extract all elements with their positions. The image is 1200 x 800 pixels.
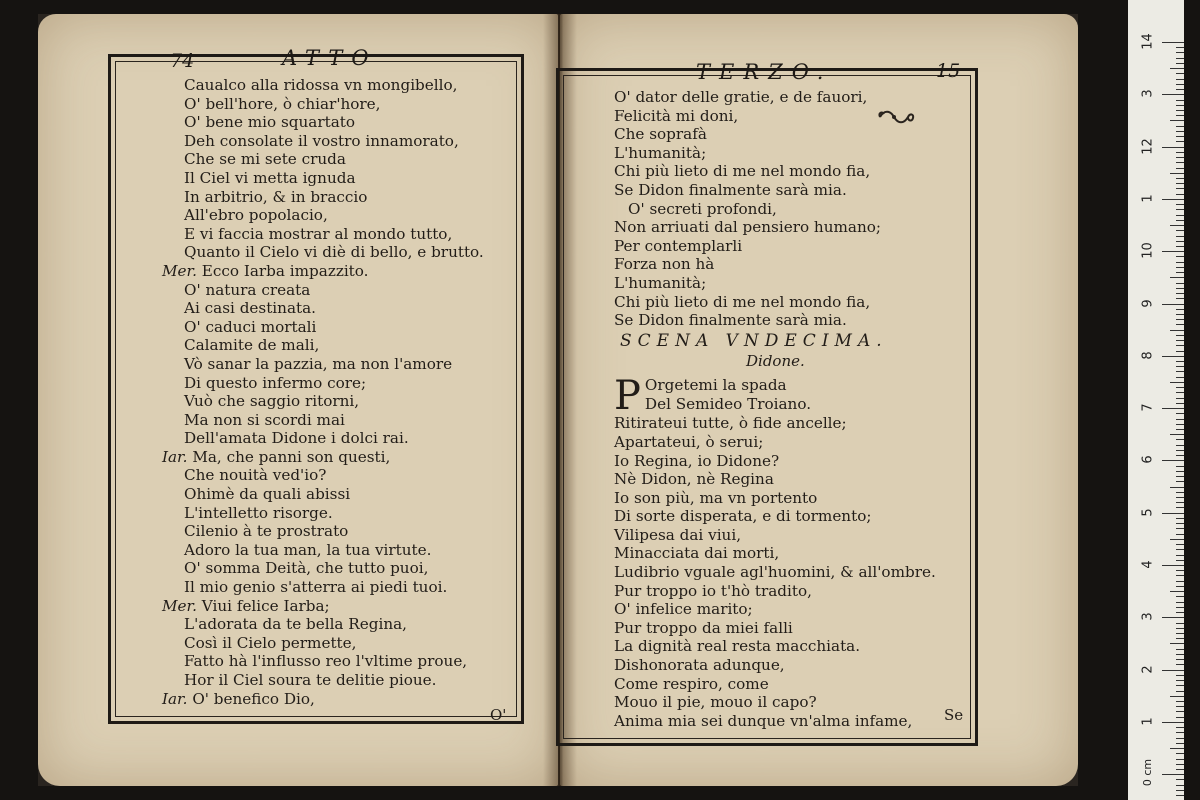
verse-line (150, 262, 510, 281)
ruler-number: 4 (1140, 560, 1156, 569)
verse-line: Non arriuati dal pensiero humano; (614, 218, 881, 237)
ruler-tick (1176, 795, 1184, 796)
ruler-tick (1176, 685, 1184, 686)
ruler-tick (1176, 492, 1184, 493)
ruler-tick (1162, 617, 1184, 618)
verse-line (150, 615, 510, 634)
ruler-number: 3 (1140, 612, 1156, 621)
ruler-number: 12 (1140, 137, 1156, 155)
ruler-tick (1176, 455, 1184, 456)
verse-text: Vuò che saggio ritorni, (184, 392, 360, 411)
verse-line: Minacciata dai morti, (614, 544, 780, 563)
verse-line: Felicità mi doni, (614, 106, 739, 125)
verse-line: O' secreti profondi, (628, 199, 777, 218)
verse-text: O' bell'hore, ò chiar'hore, (184, 94, 381, 113)
ruler-tick (1176, 183, 1184, 184)
ruler-tick (1162, 565, 1184, 566)
ruler-tick (1162, 251, 1184, 252)
ruler-tick (1176, 507, 1184, 508)
verse-text: O' bene mio squartato (184, 113, 356, 132)
ruler-tick (1176, 753, 1184, 754)
ruler-tick (1176, 528, 1184, 529)
ruler-tick (1176, 246, 1184, 247)
verse-line (150, 132, 510, 151)
ruler-tick (1176, 764, 1184, 765)
verse-line: O' infelice marito; (614, 600, 753, 619)
ruler-tick (1162, 774, 1184, 775)
measurement-ruler (1128, 0, 1184, 800)
ruler-tick (1176, 84, 1184, 85)
ruler-number: 5 (1140, 508, 1156, 517)
verse-text: Viui felice Iarba; (201, 596, 330, 615)
verse-line: Se Didon finalmente sarà mia. (614, 180, 847, 199)
ruler-tick (1176, 351, 1184, 352)
ruler-tick (1176, 612, 1184, 613)
ruler-tick (1176, 267, 1184, 268)
ruler-tick (1176, 450, 1184, 451)
ruler-number: 1 (1140, 717, 1156, 726)
ruler-tick (1176, 340, 1184, 341)
verse-text: L'adorata da te bella Regina, (184, 615, 407, 634)
verse-line (150, 578, 510, 597)
verse-line: Per contemplarli (614, 236, 743, 255)
ruler-tick (1176, 178, 1184, 179)
ruler-tick (1176, 413, 1184, 414)
left-page-number: 74 (170, 50, 195, 72)
ruler-tick (1176, 534, 1184, 535)
ruler-tick (1176, 324, 1184, 325)
ruler-tick (1176, 335, 1184, 336)
verse-line: Pur troppo da miei falli (614, 618, 793, 637)
verse-text: In arbitrio, & in braccio (184, 187, 368, 206)
ruler-tick (1162, 94, 1184, 95)
ruler-tick (1176, 209, 1184, 210)
ruler-tick (1170, 68, 1184, 69)
verse-line (150, 652, 510, 671)
verse-line (150, 634, 510, 653)
ruler-tick (1176, 204, 1184, 205)
verse-text: Quanto il Cielo vi diè di bello, e brutto. (184, 243, 484, 262)
ruler-tick (1162, 670, 1184, 671)
ruler-tick (1176, 168, 1184, 169)
ruler-tick (1176, 345, 1184, 346)
verse-line: Mouo il pie, mouo il capo? (614, 693, 817, 712)
verse-text: Ma, che panni son questi, (192, 447, 391, 466)
verse-text: Che nouità ved'io? (184, 466, 327, 485)
ruler-tick (1176, 52, 1184, 53)
verse-line: Di sorte disperata, e di tormento; (614, 507, 872, 526)
verse-text: Ma non si scordi mai (184, 410, 345, 429)
ruler-tick (1176, 581, 1184, 582)
verse-line (150, 597, 510, 616)
verse-line (150, 336, 510, 355)
ruler-tick (1176, 544, 1184, 545)
ruler-tick (1176, 570, 1184, 571)
verse-text: O' caduci mortali (184, 317, 317, 336)
ruler-tick (1176, 131, 1184, 132)
verse-line: Che soprafà (614, 125, 707, 144)
verse-text: Vò sanar la pazzia, ma non l'amore (184, 354, 453, 373)
ruler-tick (1176, 319, 1184, 320)
ruler-tick (1176, 89, 1184, 90)
ruler-tick (1176, 785, 1184, 786)
verse-line: Vilipesa dai viui, (614, 525, 742, 544)
ruler-tick (1176, 293, 1184, 294)
ruler-tick (1162, 460, 1184, 461)
ruler-tick (1162, 147, 1184, 148)
verse-text: Adoro la tua man, la tua virtute. (184, 540, 432, 559)
verse-text: O' natura creata (184, 280, 311, 299)
ruler-tick (1176, 136, 1184, 137)
verse-line: Orgetemi la spada (644, 376, 787, 395)
verse-line: Chi più lieto di me nel mondo fia, (614, 162, 871, 181)
ruler-number: 10 (1140, 242, 1156, 259)
ruler-tick (1176, 649, 1184, 650)
ruler-tick (1170, 173, 1184, 174)
ruler-tick (1176, 555, 1184, 556)
ruler-tick (1176, 309, 1184, 310)
verse-text: Deh consolate il vostro innamorato, (184, 131, 459, 150)
ruler-tick (1176, 706, 1184, 707)
ruler-tick (1176, 58, 1184, 59)
verse-line: Io Regina, io Didone? (614, 451, 780, 470)
verse-text: Di questo infermo core; (184, 373, 367, 392)
ruler-tick (1176, 220, 1184, 221)
verse-line (150, 671, 510, 690)
verse-line (150, 374, 510, 393)
verse-line: Io son più, ma vn portento (614, 488, 818, 507)
verse-line (150, 299, 510, 318)
verse-line: Apartateui, ò serui; (614, 432, 764, 451)
verse-line (150, 429, 510, 448)
ruler-tick (1176, 607, 1184, 608)
verse-line (150, 541, 510, 560)
verse-text: Il mio genio s'atterra ai piedi tuoi. (184, 578, 448, 597)
ruler-tick (1162, 408, 1184, 409)
ruler-tick (1176, 236, 1184, 237)
ruler-tick (1176, 633, 1184, 634)
ruler-tick (1176, 518, 1184, 519)
verse-line: Se Didon finalmente sarà mia. (614, 311, 847, 330)
verse-line (150, 76, 510, 95)
ruler-tick (1176, 272, 1184, 273)
ruler-tick (1170, 382, 1184, 383)
ruler-tick (1170, 120, 1184, 121)
ruler-tick (1162, 42, 1184, 43)
ruler-tick (1176, 188, 1184, 189)
verse-line (150, 690, 510, 709)
verse-line (150, 318, 510, 337)
ruler-tick (1176, 727, 1184, 728)
verse-line (150, 225, 510, 244)
ruler-number: 9 (1140, 298, 1156, 308)
verse-line (150, 150, 510, 169)
ruler-tick (1170, 434, 1184, 435)
ruler-tick (1176, 471, 1184, 472)
ruler-tick (1176, 738, 1184, 739)
ruler-tick (1176, 732, 1184, 733)
ruler-number: 8 (1140, 351, 1156, 360)
ruler-number: 3 (1140, 89, 1156, 98)
ruler-tick (1170, 487, 1184, 488)
ruler-unit-label: 0 cm (1141, 758, 1155, 787)
ruler-tick (1170, 591, 1184, 592)
ruler-tick (1176, 623, 1184, 624)
ruler-tick (1176, 110, 1184, 111)
ruler-tick (1176, 476, 1184, 477)
ruler-tick (1176, 664, 1184, 665)
ruler-tick (1176, 288, 1184, 289)
ruler-tick (1176, 523, 1184, 524)
verse-line (150, 188, 510, 207)
verse-line (150, 355, 510, 374)
ruler-tick (1176, 466, 1184, 467)
verse-line (150, 243, 510, 262)
verse-text: All'ebro popolacio, (184, 206, 328, 225)
verse-line: Nè Didon, nè Regina (614, 470, 774, 489)
verse-text: O' somma Deità, che tutto puoi, (184, 559, 429, 578)
ruler-tick (1176, 63, 1184, 64)
ruler-tick (1176, 366, 1184, 367)
ruler-tick (1162, 722, 1184, 723)
ruler-tick (1176, 100, 1184, 101)
ruler-number: 7 (1140, 403, 1156, 412)
verse-text: Calamite de mali, (184, 336, 320, 355)
verse-text: L'intelletto risorge. (184, 503, 333, 522)
ruler-tick (1176, 628, 1184, 629)
ruler-tick (1170, 330, 1184, 331)
right-page-text (614, 88, 964, 730)
right-page-number: 15 (936, 60, 961, 82)
ruler-tick (1176, 602, 1184, 603)
ruler-tick (1176, 47, 1184, 48)
ruler-number: 1 (1140, 194, 1156, 203)
verse-line: O' dator delle gratie, e de fauori, (614, 88, 868, 106)
ruler-tick (1176, 141, 1184, 142)
verse-line (150, 95, 510, 114)
ruler-tick (1176, 701, 1184, 702)
ruler-tick (1176, 680, 1184, 681)
verse-line (150, 206, 510, 225)
verse-line: Anima mia sei dunque vn'alma infame, (614, 711, 913, 730)
ruler-tick (1176, 654, 1184, 655)
verse-text: O' benefico Dio, (192, 689, 315, 708)
verse-line: Chi più lieto di me nel mondo fia, (614, 292, 871, 311)
ruler-tick (1176, 790, 1184, 791)
ruler-tick (1170, 643, 1184, 644)
ruler-tick (1176, 769, 1184, 770)
ruler-tick (1176, 743, 1184, 744)
verse-line: Ritirateui tutte, ò fide ancelle; (614, 414, 847, 433)
ruler-tick (1176, 424, 1184, 425)
verse-line (150, 448, 510, 467)
ruler-tick (1176, 659, 1184, 660)
verse-line: La dignità real resta macchiata. (614, 637, 861, 656)
right-running-head: TERZO. (696, 60, 833, 84)
ruler-tick (1176, 194, 1184, 195)
ruler-tick (1176, 691, 1184, 692)
speaker-label: Mer. (162, 596, 202, 615)
ruler-tick (1176, 596, 1184, 597)
ruler-tick (1176, 717, 1184, 718)
ruler-tick (1176, 711, 1184, 712)
verse-line: Dishonorata adunque, (614, 656, 785, 675)
verse-text: Il Ciel vi metta ignuda (184, 168, 356, 187)
verse-text: Così il Cielo permette, (184, 633, 357, 652)
ruler-tick (1176, 105, 1184, 106)
ruler-tick (1176, 398, 1184, 399)
ruler-tick (1176, 361, 1184, 362)
ruler-tick (1176, 371, 1184, 372)
left-running-head: ATTO (282, 46, 378, 70)
verse-line: Come respiro, come (614, 674, 769, 693)
first-verse-block (614, 373, 964, 420)
verse-line (150, 559, 510, 578)
ruler-tick (1162, 304, 1184, 305)
verse-text: Fatto hà l'influsso reo l'vltime proue, (184, 652, 468, 671)
ruler-tick (1176, 445, 1184, 446)
ruler-tick (1176, 497, 1184, 498)
ruler-tick (1176, 549, 1184, 550)
ruler-tick (1176, 298, 1184, 299)
ruler-number: 6 (1140, 455, 1156, 465)
verse-line: Del Semideo Troiano. (644, 394, 812, 413)
verse-line (150, 485, 510, 504)
verse-line (150, 169, 510, 188)
verse-line (150, 504, 510, 523)
drop-capital: P (614, 373, 641, 420)
ruler-tick (1176, 241, 1184, 242)
ruler-tick (1176, 638, 1184, 639)
ruler-tick (1176, 283, 1184, 284)
ruler-tick (1176, 481, 1184, 482)
verse-line (150, 281, 510, 300)
ruler-tick (1176, 502, 1184, 503)
ruler-tick (1176, 392, 1184, 393)
ruler-tick (1176, 575, 1184, 576)
verse-line (150, 522, 510, 541)
ruler-tick (1176, 73, 1184, 74)
verse-text: Caualco alla ridossa vn mongibello, (184, 76, 458, 94)
verse-line: L'humanità; (614, 273, 707, 292)
ruler-tick (1176, 560, 1184, 561)
ruler-tick (1176, 230, 1184, 231)
verse-line (150, 411, 510, 430)
ruler-tick (1176, 314, 1184, 315)
verse-text: Cilenio à te prostrato (184, 522, 349, 541)
left-page-text (150, 76, 510, 708)
verse-text: Hor il Ciel soura te delitie pioue. (184, 671, 437, 689)
ruler-tick (1176, 126, 1184, 127)
verse-line (150, 113, 510, 132)
ruler-number: 2 (1140, 664, 1156, 674)
ruler-tick (1176, 115, 1184, 116)
ruler-tick (1176, 759, 1184, 760)
verse-text: Ai casi destinata. (184, 299, 316, 318)
verse-line: Forza non hà (614, 255, 715, 274)
ruler-tick (1170, 277, 1184, 278)
speaker-label: Iar. (162, 447, 193, 466)
ruler-tick (1162, 356, 1184, 357)
verse-line (150, 466, 510, 485)
verse-line: L'humanità; (614, 143, 707, 162)
ruler-tick (1176, 157, 1184, 158)
ruler-tick (1176, 439, 1184, 440)
ruler-tick (1176, 377, 1184, 378)
speaker-label: Mer. (162, 261, 202, 280)
ruler-tick (1176, 429, 1184, 430)
verse-text: Ecco Iarba impazzito. (201, 261, 369, 280)
ruler-tick (1176, 152, 1184, 153)
ruler-tick (1176, 215, 1184, 216)
speaker-label: Iar. (162, 689, 193, 708)
ruler-tick (1176, 419, 1184, 420)
ruler-tick (1170, 748, 1184, 749)
ruler-tick (1170, 696, 1184, 697)
ruler-tick (1176, 403, 1184, 404)
character-name: Didone. (746, 351, 805, 370)
verse-line (150, 392, 510, 411)
ruler-tick (1176, 586, 1184, 587)
ruler-tick (1162, 199, 1184, 200)
ruler-tick (1176, 675, 1184, 676)
ruler-tick (1176, 256, 1184, 257)
ruler-number: 14 (1140, 33, 1156, 50)
verse-line: Pur troppo io t'hò tradito, (614, 581, 812, 600)
ruler-tick (1170, 539, 1184, 540)
ruler-tick (1162, 513, 1184, 514)
ruler-tick (1176, 779, 1184, 780)
ruler-tick (1176, 162, 1184, 163)
ruler-tick (1176, 262, 1184, 263)
verse-text: Che se mi sete cruda (184, 150, 346, 169)
verse-text: Ohimè da quali abissi (184, 485, 351, 504)
verse-text: E vi faccia mostrar al mondo tutto, (184, 224, 453, 243)
verse-text: Dell'amata Didone i dolci rai. (184, 429, 409, 448)
ruler-tick (1176, 387, 1184, 388)
scene-title: SCENA VNDECIMA. (620, 330, 888, 351)
verse-line: Ludibrio vguale agl'huomini, & all'ombre. (614, 563, 936, 582)
ruler-tick (1170, 225, 1184, 226)
right-catchword: Se (944, 706, 964, 724)
left-catchword: O' (490, 706, 507, 724)
ruler-tick (1176, 79, 1184, 80)
